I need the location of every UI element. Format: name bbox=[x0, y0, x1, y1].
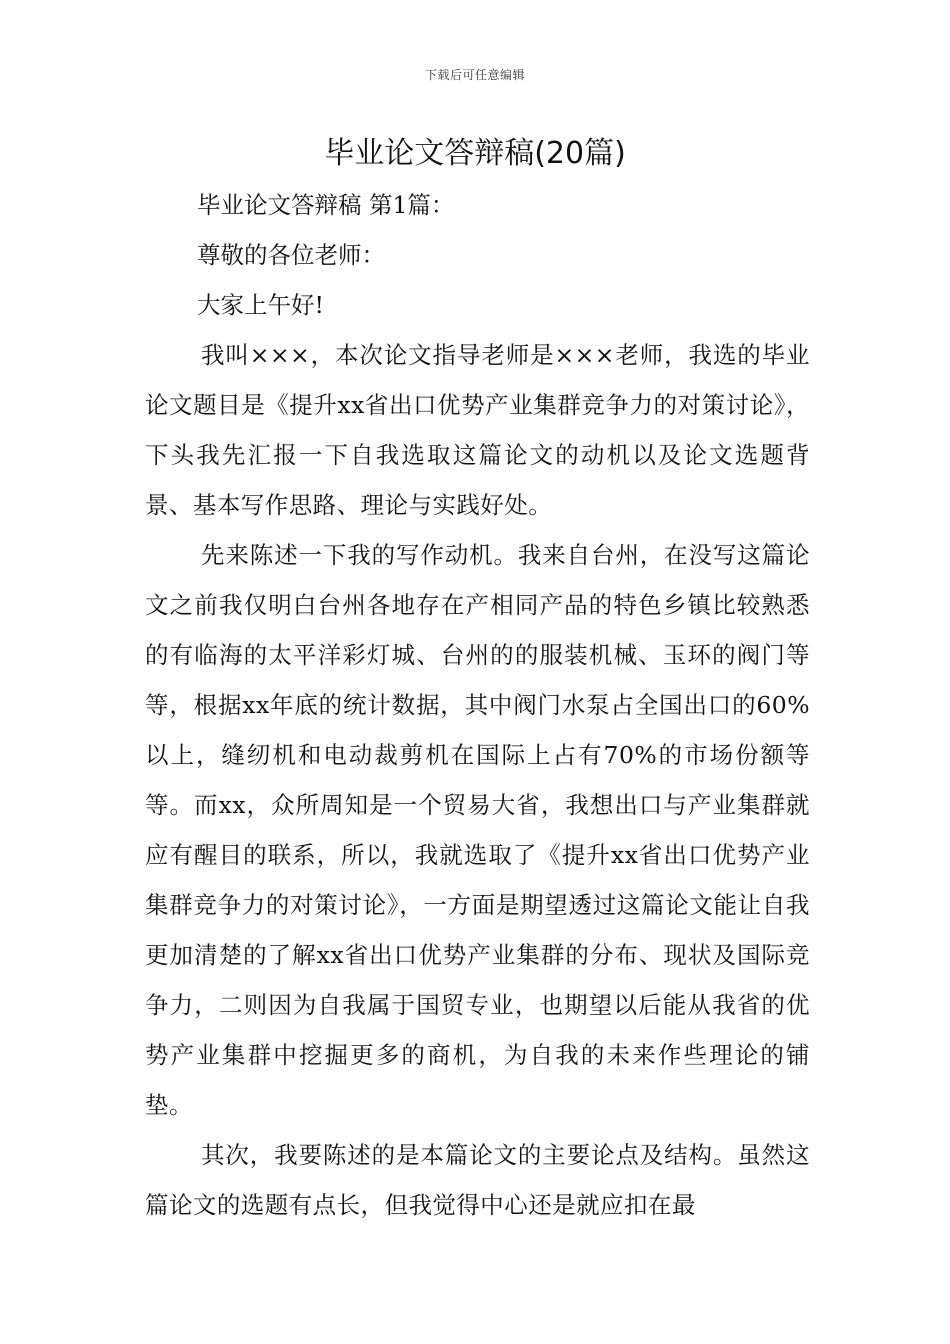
section-subheading: 毕业论文答辩稿 第1篇： bbox=[197, 191, 455, 219]
header-note: 下载后可任意编辑 bbox=[424, 68, 525, 82]
greeting: 大家上午好! bbox=[197, 291, 324, 319]
document-title: 毕业论文答辩稿(20篇) bbox=[324, 136, 626, 171]
paragraph-motivation: 先来陈述一下我的写作动机。我来自台州，在没写这篇论文之前我仅明白台州各地存在产相同产品的特色乡镇比较熟悉的有临海的太平洋彩灯城、台州的的服装机械、玉环的阀门等等，根据xx年底的统计数据，其中阀门水泵占全国出口的60%以上，缝纫机和电动裁剪机在国际上占有70%的市场份额等等。而xx，众所周知是一个贸易大省，我想出口与产业集群就应有醒目的联系，所以，我就选取了《提升xx省出口优势产业集群竞争力的对策讨论》，一方面是期望透过这篇论文能让自我更加清楚的了解xx省出口优势产业集群的分布、现状及国际竞争力，二则因为自我属于国贸专业，也期望以后能从我省的优势产业集群中挖掘更多的商机，为自我的未来作些理论的铺垫。 bbox=[145, 541, 810, 1119]
document-body bbox=[145, 180, 810, 1230]
paragraph-main-points: 其次，我要陈述的是本篇论文的主要论点及结构。虽然这篇论文的选题有点长，但我觉得中心还是就应扣在最 bbox=[145, 1141, 810, 1219]
paragraph-introduction: 我叫×××，本次论文指导老师是×××老师，我选的毕业论文题目是《提升xx省出口优势产业集群竞争力的对策讨论》，下头我先汇报一下自我选取这篇论文的动机以及论文选题背景、基本写作思路、理论与实践好处。 bbox=[145, 341, 810, 519]
salutation: 尊敬的各位老师： bbox=[197, 241, 385, 269]
